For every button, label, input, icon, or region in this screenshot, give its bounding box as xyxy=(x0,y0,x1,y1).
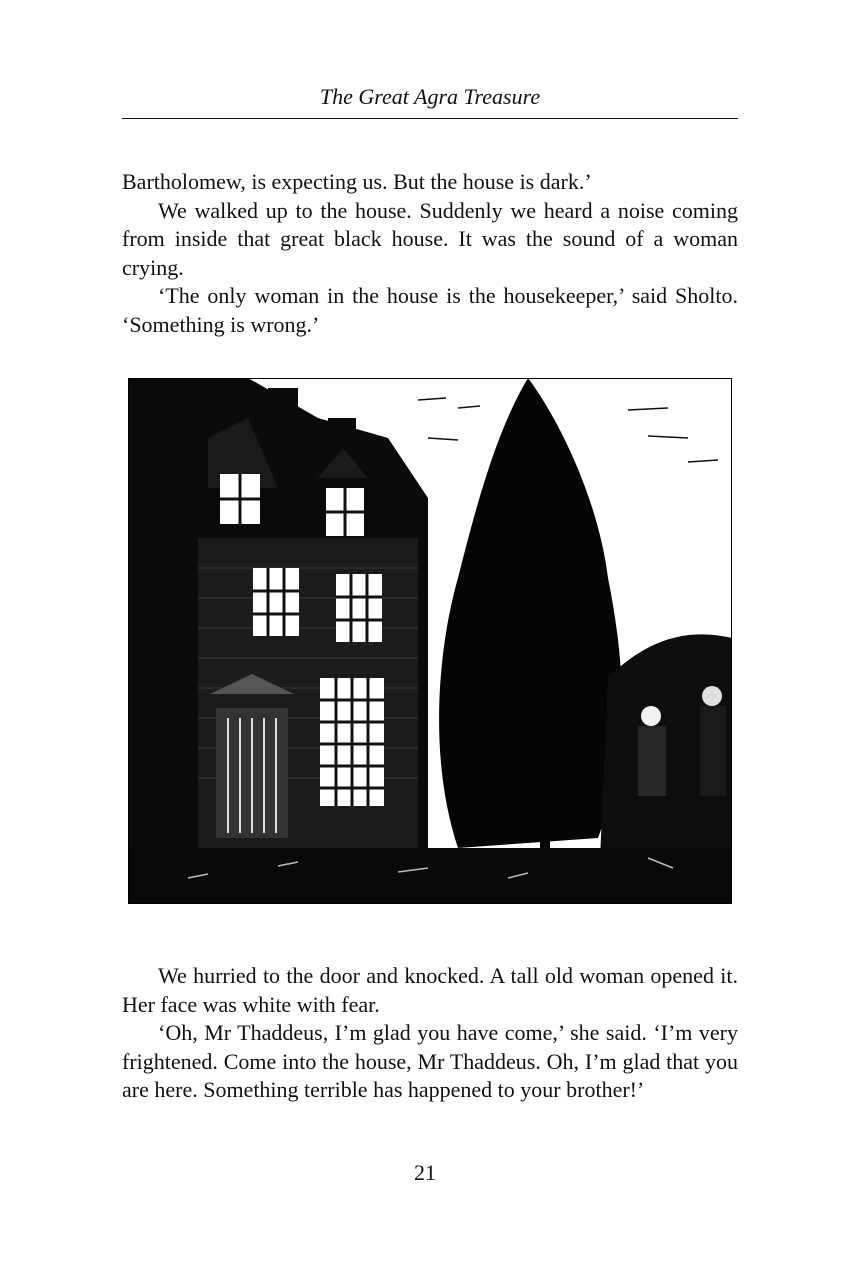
paragraph: ‘The only woman in the house is the housekeeper,’ said Sholto. ‘Something is wrong.’ xyxy=(122,283,738,337)
text-block-bottom xyxy=(122,962,738,1105)
paragraph: We walked up to the house. Suddenly we heard a noise coming from inside that great black house. It was the sound of a woman crying. xyxy=(122,197,738,280)
page-number: 21 xyxy=(414,1160,436,1185)
paragraph-continuation: Bartholomew, is expecting us. But the house is dark.’ xyxy=(122,169,592,194)
running-head-title: The Great Agra Treasure xyxy=(319,84,541,109)
header-rule xyxy=(122,118,738,119)
house-illustration xyxy=(128,378,732,904)
paragraph: We hurried to the door and knocked. A tall old woman opened it. Her face was white with fear. xyxy=(122,963,738,1017)
paragraph: ‘Oh, Mr Thaddeus, I’m glad you have come,’ she said. ‘I’m very frightened. Come into the house, Mr Thaddeus. Oh, I’m glad that you are here. Something terrible has happened to your brother!’ xyxy=(122,1020,738,1102)
text-block-top xyxy=(122,168,738,339)
